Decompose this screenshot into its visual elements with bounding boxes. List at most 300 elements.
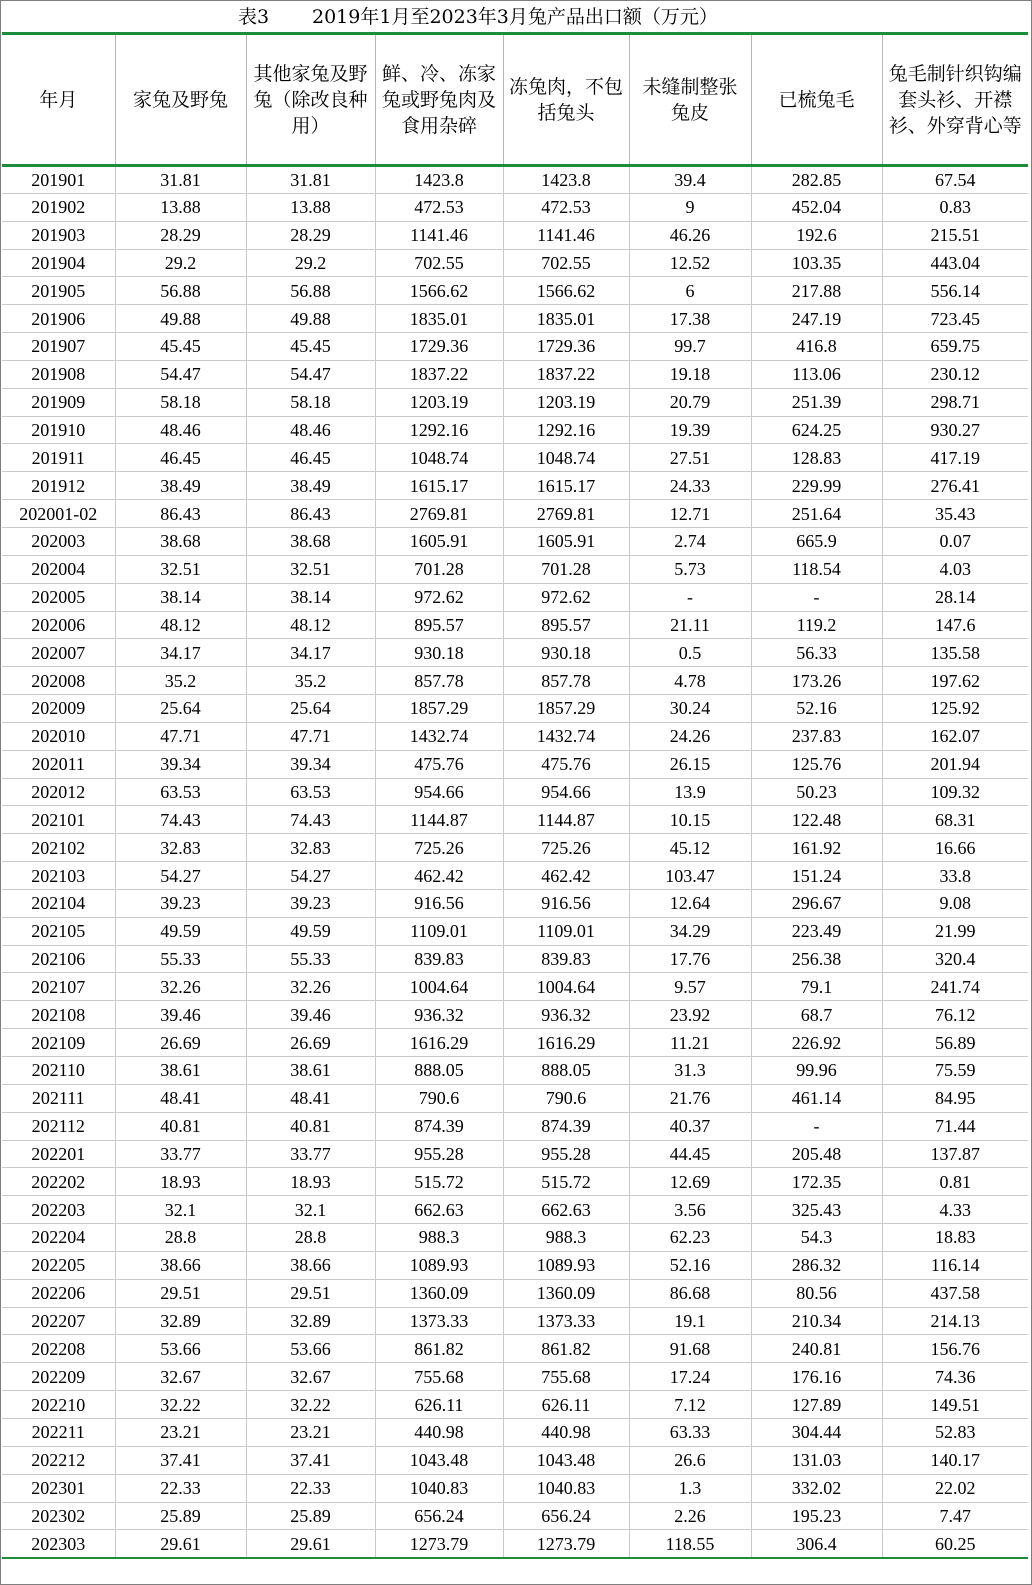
table-cell: 23.21	[246, 1418, 375, 1446]
table-cell: 13.88	[115, 193, 246, 221]
table-cell: 229.99	[751, 472, 882, 500]
table-cell: 2769.81	[503, 500, 629, 528]
table-cell: 32.22	[115, 1391, 246, 1419]
table-cell: 55.33	[246, 945, 375, 973]
row-period: 201901	[2, 166, 115, 194]
row-period: 202012	[2, 778, 115, 806]
table-cell: 304.44	[751, 1418, 882, 1446]
table-cell: 113.06	[751, 360, 882, 388]
table-row	[2, 1307, 1028, 1335]
table-row	[2, 778, 1028, 806]
table-cell: 320.4	[882, 945, 1028, 973]
table-cell: 140.17	[882, 1446, 1028, 1474]
table-cell: 53.66	[246, 1335, 375, 1363]
table-cell: 122.48	[751, 806, 882, 834]
table-cell: 32.83	[246, 834, 375, 862]
table-cell: 440.98	[503, 1418, 629, 1446]
table-cell: 135.58	[882, 639, 1028, 667]
table-cell: 1837.22	[375, 360, 503, 388]
table-cell: 74.43	[115, 806, 246, 834]
table-cell: 1857.29	[503, 695, 629, 723]
table-cell: 26.69	[246, 1029, 375, 1057]
table-cell: 1043.48	[375, 1446, 503, 1474]
table-cell: 0.83	[882, 193, 1028, 221]
table-cell: 86.43	[246, 500, 375, 528]
table-cell: 417.19	[882, 444, 1028, 472]
row-period: 202110	[2, 1057, 115, 1085]
table-row	[2, 1530, 1028, 1558]
table-cell: 440.98	[375, 1418, 503, 1446]
table-cell: 32.89	[246, 1307, 375, 1335]
table-cell: 1566.62	[375, 277, 503, 305]
table-row	[2, 388, 1028, 416]
table-cell: 556.14	[882, 277, 1028, 305]
table-cell: 1729.36	[375, 333, 503, 361]
table-row	[2, 917, 1028, 945]
row-period: 201912	[2, 472, 115, 500]
table-cell: 443.04	[882, 249, 1028, 277]
table-cell: 2.26	[629, 1502, 751, 1530]
table-cell: 48.41	[246, 1084, 375, 1112]
row-period: 202101	[2, 806, 115, 834]
row-period: 201909	[2, 388, 115, 416]
table-cell: 79.1	[751, 973, 882, 1001]
table-row	[2, 1474, 1028, 1502]
table-cell: 62.23	[629, 1224, 751, 1252]
table-cell: 26.6	[629, 1446, 751, 1474]
table-row	[2, 889, 1028, 917]
table-cell: 173.26	[751, 667, 882, 695]
table-cell: 1835.01	[375, 305, 503, 333]
table-cell: 1292.16	[503, 416, 629, 444]
row-period: 202006	[2, 611, 115, 639]
table-cell: 1109.01	[503, 917, 629, 945]
row-period: 202211	[2, 1418, 115, 1446]
table-row	[2, 416, 1028, 444]
table-cell: 1615.17	[503, 472, 629, 500]
table-cell: 306.4	[751, 1530, 882, 1558]
row-period: 202205	[2, 1251, 115, 1279]
table-cell: 9.57	[629, 973, 751, 1001]
table-cell: 17.24	[629, 1363, 751, 1391]
table-cell: 25.89	[115, 1502, 246, 1530]
row-period: 202108	[2, 1001, 115, 1029]
table-cell: 33.77	[246, 1140, 375, 1168]
table-cell: 1040.83	[375, 1474, 503, 1502]
table-cell: 241.74	[882, 973, 1028, 1001]
table-cell: 39.46	[115, 1001, 246, 1029]
table-cell: 12.64	[629, 889, 751, 917]
table-cell: 22.02	[882, 1474, 1028, 1502]
table-row	[2, 945, 1028, 973]
table-cell: 67.54	[882, 166, 1028, 194]
table-cell: 839.83	[375, 945, 503, 973]
table-cell: 52.16	[629, 1251, 751, 1279]
table-cell: 1432.74	[503, 722, 629, 750]
table-row	[2, 750, 1028, 778]
table-cell: 626.11	[503, 1391, 629, 1419]
table-row	[2, 193, 1028, 221]
table-cell: 58.18	[115, 388, 246, 416]
table-cell: 68.7	[751, 1001, 882, 1029]
table-cell: 857.78	[375, 667, 503, 695]
table-row	[2, 360, 1028, 388]
table-cell: 32.83	[115, 834, 246, 862]
table-cell: 48.41	[115, 1084, 246, 1112]
table-cell: 4.03	[882, 555, 1028, 583]
table-cell: 210.34	[751, 1307, 882, 1335]
table-cell: 888.05	[503, 1057, 629, 1085]
table-cell: 68.31	[882, 806, 1028, 834]
table-cell: 701.28	[375, 555, 503, 583]
table-cell: 38.49	[115, 472, 246, 500]
table-cell: 48.12	[246, 611, 375, 639]
table-cell: 25.64	[246, 695, 375, 723]
table-cell: 1423.8	[503, 166, 629, 194]
table-cell: 38.14	[115, 583, 246, 611]
table-cell: 32.22	[246, 1391, 375, 1419]
table-cell: 22.33	[246, 1474, 375, 1502]
table-cell: 31.81	[246, 166, 375, 194]
table-cell: 215.51	[882, 221, 1028, 249]
column-header: 其他家兔及野兔（除改良种用）	[246, 34, 375, 166]
table-cell: 48.12	[115, 611, 246, 639]
table-cell: 1432.74	[375, 722, 503, 750]
table-cell: 39.34	[246, 750, 375, 778]
table-cell: 192.6	[751, 221, 882, 249]
table-cell: 74.43	[246, 806, 375, 834]
row-period: 202301	[2, 1474, 115, 1502]
table-cell: 38.68	[115, 527, 246, 555]
table-cell: 416.8	[751, 333, 882, 361]
table-cell: 0.07	[882, 527, 1028, 555]
table-cell: 24.26	[629, 722, 751, 750]
table-cell: 9	[629, 193, 751, 221]
table-cell: 725.26	[503, 834, 629, 862]
table-cell: 1373.33	[503, 1307, 629, 1335]
table-cell: 103.35	[751, 249, 882, 277]
table-cell: 74.36	[882, 1363, 1028, 1391]
table-cell: 0.5	[629, 639, 751, 667]
table-cell: 7.47	[882, 1502, 1028, 1530]
table-cell: 472.53	[503, 193, 629, 221]
table-cell: 23.92	[629, 1001, 751, 1029]
table-cell: 52.16	[751, 695, 882, 723]
table-cell: 38.66	[246, 1251, 375, 1279]
table-cell: 56.89	[882, 1029, 1028, 1057]
table-cell: 56.88	[115, 277, 246, 305]
table-row	[2, 1446, 1028, 1474]
table-cell: 240.81	[751, 1335, 882, 1363]
table-cell: 116.14	[882, 1251, 1028, 1279]
column-header: 兔毛制针织钩编套头衫、开襟衫、外穿背心等	[882, 34, 1028, 166]
table-cell: 1043.48	[503, 1446, 629, 1474]
table-cell: 18.93	[246, 1168, 375, 1196]
row-period: 202109	[2, 1029, 115, 1057]
table-cell: 38.49	[246, 472, 375, 500]
table-cell: 1141.46	[503, 221, 629, 249]
table-cell: 1292.16	[375, 416, 503, 444]
table-cell: 131.03	[751, 1446, 882, 1474]
table-cell: 1360.09	[375, 1279, 503, 1307]
table-cell: 128.83	[751, 444, 882, 472]
table-cell: 19.1	[629, 1307, 751, 1335]
table-cell: 936.32	[375, 1001, 503, 1029]
table-row	[2, 1251, 1028, 1279]
table-cell: 46.45	[115, 444, 246, 472]
table-cell: 13.88	[246, 193, 375, 221]
table-cell: 56.88	[246, 277, 375, 305]
row-period: 202111	[2, 1084, 115, 1112]
table-cell: 256.38	[751, 945, 882, 973]
table-cell: 701.28	[503, 555, 629, 583]
table-cell: 54.3	[751, 1224, 882, 1252]
column-header: 家兔及野兔	[115, 34, 246, 166]
table-row	[2, 555, 1028, 583]
table-cell: 7.12	[629, 1391, 751, 1419]
table-row	[2, 1001, 1028, 1029]
table-cell: 76.12	[882, 1001, 1028, 1029]
table-cell: 29.61	[115, 1530, 246, 1558]
table-cell: 325.43	[751, 1196, 882, 1224]
table-cell: 515.72	[375, 1168, 503, 1196]
table-cell: 1837.22	[503, 360, 629, 388]
row-period: 202212	[2, 1446, 115, 1474]
table-cell: 988.3	[503, 1224, 629, 1252]
row-period: 202104	[2, 889, 115, 917]
table-cell: 1203.19	[503, 388, 629, 416]
table-cell: 223.49	[751, 917, 882, 945]
table-cell: 702.55	[375, 249, 503, 277]
table-cell: 32.26	[115, 973, 246, 1001]
table-cell: 12.52	[629, 249, 751, 277]
table-row	[2, 472, 1028, 500]
table-cell: 1566.62	[503, 277, 629, 305]
table-cell: 28.8	[246, 1224, 375, 1252]
row-period: 202203	[2, 1196, 115, 1224]
table-cell: 515.72	[503, 1168, 629, 1196]
row-period: 202107	[2, 973, 115, 1001]
table-cell: 930.27	[882, 416, 1028, 444]
table-cell: 1605.91	[503, 527, 629, 555]
table-cell: 857.78	[503, 667, 629, 695]
table-number: 表3	[238, 6, 270, 28]
table-cell: 103.47	[629, 862, 751, 890]
table-cell: 27.51	[629, 444, 751, 472]
table-cell: 32.51	[246, 555, 375, 583]
row-period: 202102	[2, 834, 115, 862]
table-cell: 251.39	[751, 388, 882, 416]
table-cell: 214.13	[882, 1307, 1028, 1335]
table-cell: 38.14	[246, 583, 375, 611]
table-cell: 39.4	[629, 166, 751, 194]
table-cell: 475.76	[375, 750, 503, 778]
table-cell: 237.83	[751, 722, 882, 750]
table-cell: 99.7	[629, 333, 751, 361]
table-cell: 723.45	[882, 305, 1028, 333]
row-period: 202003	[2, 527, 115, 555]
table-cell: 48.46	[115, 416, 246, 444]
table-cell: 54.47	[246, 360, 375, 388]
table-row	[2, 1140, 1028, 1168]
table-cell: 12.71	[629, 500, 751, 528]
row-period: 202004	[2, 555, 115, 583]
table-cell: 39.23	[246, 889, 375, 917]
table-cell: 972.62	[503, 583, 629, 611]
row-period: 202202	[2, 1168, 115, 1196]
row-period: 202303	[2, 1530, 115, 1558]
table-cell: 32.1	[115, 1196, 246, 1224]
table-cell: -	[751, 1112, 882, 1140]
table-cell: 1089.93	[503, 1251, 629, 1279]
table-cell: 28.8	[115, 1224, 246, 1252]
row-period: 201907	[2, 333, 115, 361]
table-cell: 54.27	[246, 862, 375, 890]
table-cell: 48.46	[246, 416, 375, 444]
table-cell: 624.25	[751, 416, 882, 444]
table-cell: 1203.19	[375, 388, 503, 416]
table-cell: 3.56	[629, 1196, 751, 1224]
row-period: 201902	[2, 193, 115, 221]
table-row	[2, 1057, 1028, 1085]
table-cell: 20.79	[629, 388, 751, 416]
table-cell: 58.18	[246, 388, 375, 416]
table-cell: 34.17	[246, 639, 375, 667]
table-row	[2, 221, 1028, 249]
table-cell: 201.94	[882, 750, 1028, 778]
column-header: 已梳兔毛	[751, 34, 882, 166]
table-row	[2, 639, 1028, 667]
table-cell: 151.24	[751, 862, 882, 890]
table-cell: 874.39	[375, 1112, 503, 1140]
table-cell: -	[629, 583, 751, 611]
table-cell: 332.02	[751, 1474, 882, 1502]
table-cell: 1144.87	[503, 806, 629, 834]
table-cell: 1144.87	[375, 806, 503, 834]
column-header: 未缝制整张兔皮	[629, 34, 751, 166]
table-cell: 39.34	[115, 750, 246, 778]
table-cell: 32.89	[115, 1307, 246, 1335]
table-cell: 437.58	[882, 1279, 1028, 1307]
table-cell: 38.61	[246, 1057, 375, 1085]
table-cell: 472.53	[375, 193, 503, 221]
table-cell: 86.68	[629, 1279, 751, 1307]
table-cell: 71.44	[882, 1112, 1028, 1140]
row-period: 202112	[2, 1112, 115, 1140]
table-cell: 32.67	[246, 1363, 375, 1391]
table-row	[2, 1418, 1028, 1446]
table-cell: 47.71	[246, 722, 375, 750]
table-cell: 29.61	[246, 1530, 375, 1558]
column-header: 冻兔肉，不包括兔头	[503, 34, 629, 166]
table-cell: 916.56	[503, 889, 629, 917]
row-period: 201911	[2, 444, 115, 472]
table-cell: 34.17	[115, 639, 246, 667]
table-cell: 1835.01	[503, 305, 629, 333]
table-cell: 46.45	[246, 444, 375, 472]
table-cell: 47.71	[115, 722, 246, 750]
table-cell: 31.3	[629, 1057, 751, 1085]
table-cell: 176.16	[751, 1363, 882, 1391]
table-cell: 147.6	[882, 611, 1028, 639]
table-cell: 28.14	[882, 583, 1028, 611]
table-cell: 54.27	[115, 862, 246, 890]
table-cell: 659.75	[882, 333, 1028, 361]
table-cell: 118.54	[751, 555, 882, 583]
table-cell: 916.56	[375, 889, 503, 917]
row-period: 201905	[2, 277, 115, 305]
table-cell: 10.15	[629, 806, 751, 834]
row-period: 202009	[2, 695, 115, 723]
table-row	[2, 1502, 1028, 1530]
table-cell: 1.3	[629, 1474, 751, 1502]
table-cell: 26.15	[629, 750, 751, 778]
table-cell: 1857.29	[375, 695, 503, 723]
row-period: 202209	[2, 1363, 115, 1391]
table-cell: 1004.64	[503, 973, 629, 1001]
table-cell: 63.33	[629, 1418, 751, 1446]
table-cell: 1048.74	[503, 444, 629, 472]
table-cell: 127.89	[751, 1391, 882, 1419]
table-cell: 6	[629, 277, 751, 305]
table-cell: 626.11	[375, 1391, 503, 1419]
row-period: 201910	[2, 416, 115, 444]
table-cell: 40.81	[115, 1112, 246, 1140]
table-cell: 49.59	[115, 917, 246, 945]
table-row	[2, 722, 1028, 750]
table-cell: 296.67	[751, 889, 882, 917]
table-cell: 37.41	[115, 1446, 246, 1474]
table-cell: 702.55	[503, 249, 629, 277]
table-cell: 18.83	[882, 1224, 1028, 1252]
table-cell: 1729.36	[503, 333, 629, 361]
row-period: 202208	[2, 1335, 115, 1363]
table-cell: 161.92	[751, 834, 882, 862]
table-cell: 954.66	[503, 778, 629, 806]
table-cell: 251.64	[751, 500, 882, 528]
table-cell: 1141.46	[375, 221, 503, 249]
row-period: 202007	[2, 639, 115, 667]
table-cell: 46.26	[629, 221, 751, 249]
table-cell: 197.62	[882, 667, 1028, 695]
table-cell: 656.24	[503, 1502, 629, 1530]
table-cell: 462.42	[375, 862, 503, 890]
table-cell: 5.73	[629, 555, 751, 583]
table-cell: 16.66	[882, 834, 1028, 862]
table-cell: 30.24	[629, 695, 751, 723]
table-cell: 1423.8	[375, 166, 503, 194]
table-cell: 936.32	[503, 1001, 629, 1029]
table-cell: 217.88	[751, 277, 882, 305]
table-row	[2, 1363, 1028, 1391]
table-cell: 1373.33	[375, 1307, 503, 1335]
table-cell: 4.33	[882, 1196, 1028, 1224]
table-body	[2, 166, 1028, 1558]
table-cell: 125.92	[882, 695, 1028, 723]
row-period: 202008	[2, 667, 115, 695]
table-cell: 49.59	[246, 917, 375, 945]
table-cell: 930.18	[503, 639, 629, 667]
table-cell: 1360.09	[503, 1279, 629, 1307]
table-cell: 298.71	[882, 388, 1028, 416]
table-cell: 45.45	[115, 333, 246, 361]
table-cell: 32.26	[246, 973, 375, 1001]
table-cell: 162.07	[882, 722, 1028, 750]
table-cell: 34.29	[629, 917, 751, 945]
table-cell: 38.68	[246, 527, 375, 555]
table-cell: 1273.79	[375, 1530, 503, 1558]
table-cell: 1605.91	[375, 527, 503, 555]
